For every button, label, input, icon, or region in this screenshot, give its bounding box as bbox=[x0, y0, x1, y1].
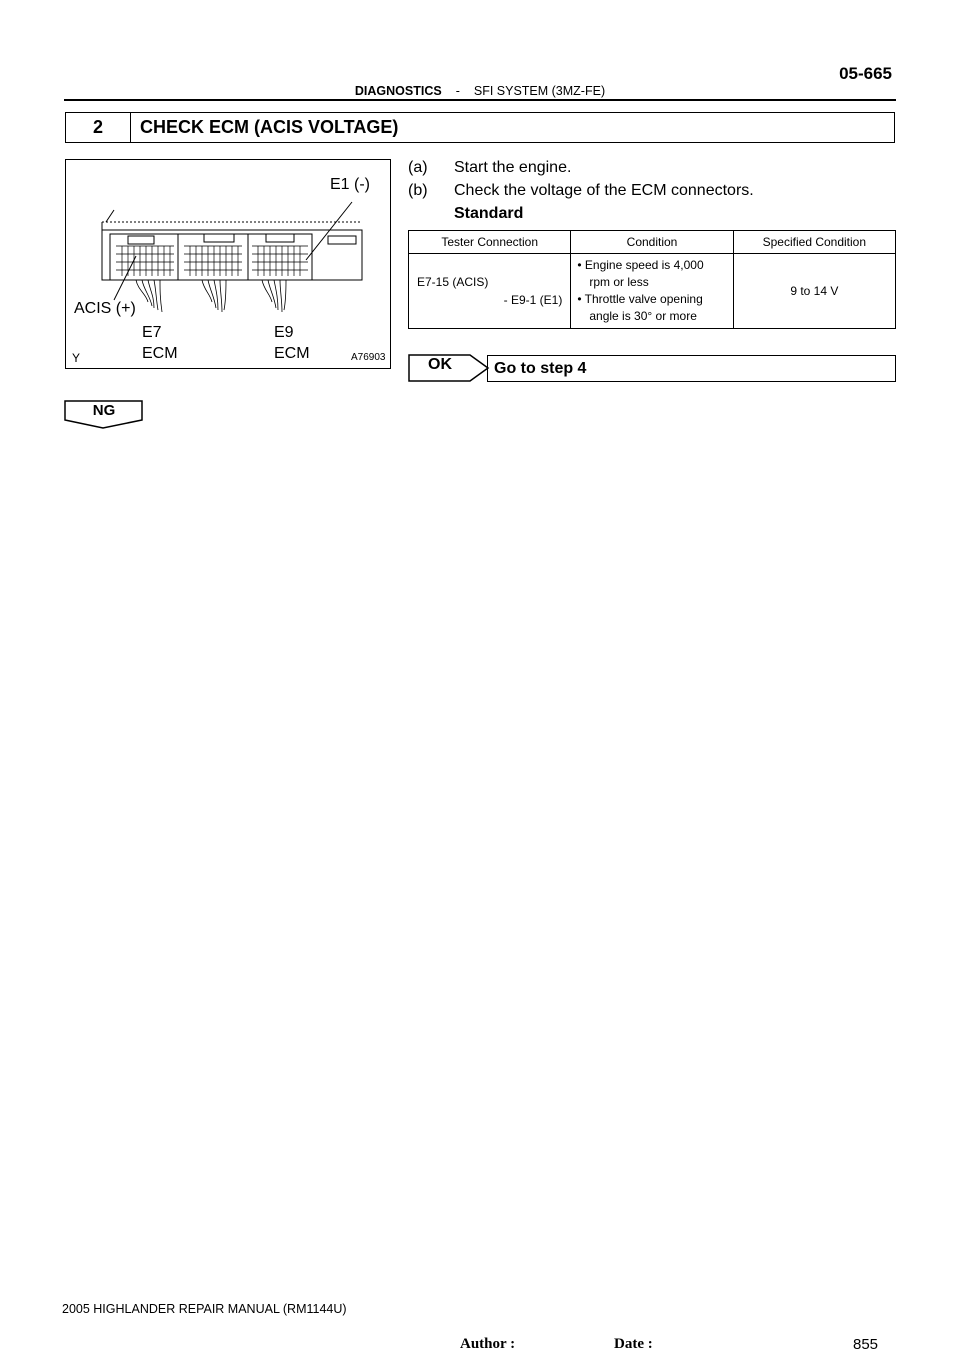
condition-item-continued: angle is 30° or more bbox=[589, 309, 697, 323]
footer-page-number: 855 bbox=[853, 1336, 879, 1353]
standard-table bbox=[408, 230, 896, 329]
header-rule bbox=[64, 99, 896, 101]
connection-line-2: - E9-1 (E1) bbox=[503, 293, 563, 307]
instruction-letter: (a) bbox=[408, 159, 428, 176]
condition-cell bbox=[571, 254, 733, 329]
figure-corner-mark: Y bbox=[72, 351, 81, 365]
label-e7: E7 bbox=[142, 324, 162, 341]
step-title-bar bbox=[65, 112, 895, 143]
condition-item: • Throttle valve opening bbox=[577, 292, 703, 306]
instruction-letter: (b) bbox=[408, 182, 428, 199]
standard-heading: Standard bbox=[454, 205, 524, 222]
footer-manual-title: 2005 HIGHLANDER REPAIR MANUAL (RM1144U) bbox=[62, 1302, 347, 1316]
subsection-title: SFI SYSTEM (3MZ-FE) bbox=[473, 84, 606, 98]
label-e9: E9 bbox=[274, 324, 294, 341]
column-header: Condition bbox=[571, 231, 733, 254]
condition-item-continued: rpm or less bbox=[589, 275, 649, 289]
ok-action-box bbox=[487, 355, 896, 382]
header-separator: - bbox=[455, 84, 460, 98]
ok-label: OK bbox=[428, 356, 452, 373]
instruction-text: Start the engine. bbox=[454, 159, 572, 176]
figure-id: A76903 bbox=[351, 352, 386, 363]
instruction-text: Check the voltage of the ECM connectors. bbox=[454, 182, 754, 199]
label-acis-positive: ACIS (+) bbox=[74, 300, 136, 317]
instruction-b bbox=[408, 182, 754, 200]
footer-date: Date : bbox=[614, 1336, 653, 1352]
ecm-connector-figure bbox=[65, 159, 391, 369]
tester-connection-cell bbox=[409, 254, 571, 329]
specified-condition-cell: 9 to 14 V bbox=[733, 254, 895, 329]
column-header: Tester Connection bbox=[409, 231, 571, 254]
connection-line-1: E7-15 (ACIS) bbox=[417, 275, 489, 289]
label-ecm-left: ECM bbox=[142, 345, 178, 362]
label-e1-ground: E1 (-) bbox=[330, 176, 370, 193]
condition-item: • Engine speed is 4,000 bbox=[577, 258, 704, 272]
section-title: DIAGNOSTICS bbox=[354, 84, 442, 98]
step-number: 2 bbox=[66, 113, 131, 142]
label-ecm-right: ECM bbox=[274, 345, 310, 362]
footer-author: Author : bbox=[460, 1336, 516, 1352]
instruction-a bbox=[408, 159, 571, 177]
ok-action-text: Go to step 4 bbox=[494, 360, 587, 377]
table-header-row bbox=[409, 231, 896, 254]
ng-label: NG bbox=[92, 402, 116, 419]
table-row bbox=[409, 254, 896, 329]
step-title: CHECK ECM (ACIS VOLTAGE) bbox=[140, 117, 399, 137]
section-header bbox=[0, 84, 960, 98]
column-header: Specified Condition bbox=[733, 231, 895, 254]
page-number: 05-665 bbox=[839, 64, 892, 83]
